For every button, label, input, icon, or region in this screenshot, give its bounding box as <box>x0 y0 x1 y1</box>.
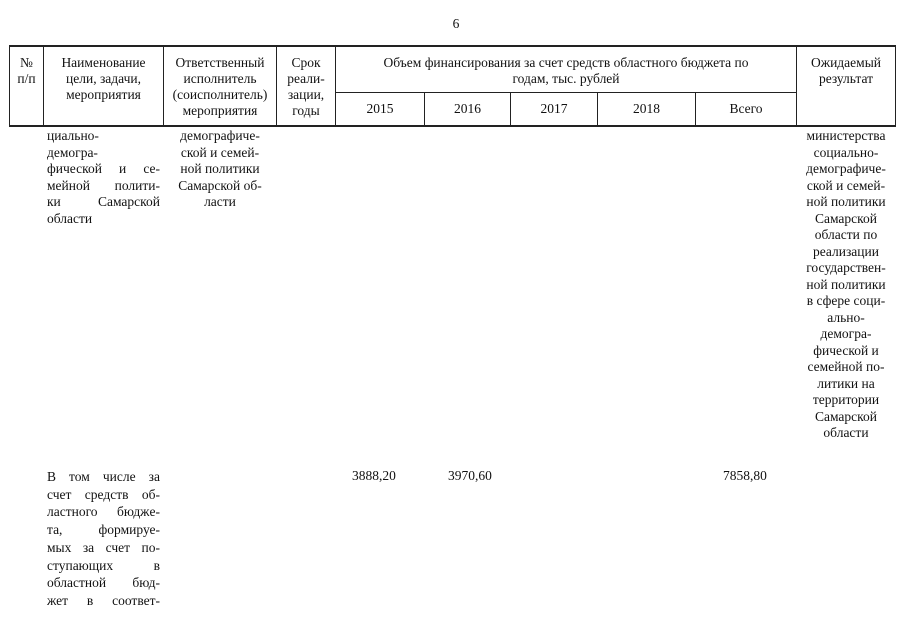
header-year-2018: 2018 <box>633 101 660 116</box>
subrow-name: В том числе за счет средств об- ластного бюджe- та, формируе- мых за счет по- ступающих в областной бюд- жет в соответ- <box>47 469 160 608</box>
header-bottom-border <box>9 125 896 127</box>
header-executor: Ответственный исполнитель (соисполнитель) мероприятия <box>172 55 268 118</box>
subrow-value-2016: 3970,60 <box>448 468 492 483</box>
subrow-value-2015: 3888,20 <box>352 468 396 483</box>
header-name: Наименование цели, задачи, мероприятия <box>61 55 146 102</box>
header-num: № п/п <box>17 55 36 86</box>
col-border-right <box>895 45 896 127</box>
table-top-border <box>9 45 896 47</box>
subrow-value-total: 7858,80 <box>723 468 767 483</box>
name-continuation: циально- демогра- фической и се- мейной полити- ки Самарской области <box>47 128 160 226</box>
header-total: Всего <box>729 101 763 116</box>
header-result: Ожидаемый результат <box>811 55 881 86</box>
header-year-2015: 2015 <box>366 101 394 116</box>
years-divider <box>335 92 796 93</box>
header-year-2016: 2016 <box>454 101 481 116</box>
page-number: 6 <box>452 16 460 31</box>
result-continuation: министерства социально- демографиче- ской и семей- ной политики Самарской области по реализации государствен- ной политики в сфере соци- ально- демогра- фической и семейной по- литики на территории Самарской области <box>806 128 886 440</box>
header-funding: Объем финансирования за счет средств областного бюджета по годам, тыс. рублей <box>383 55 749 86</box>
header-term: Срок реали- зации, годы <box>287 55 325 118</box>
executor-continuation: демографиче- ской и семей- ной политики Самарской об- ласти <box>178 128 262 209</box>
header-year-2017: 2017 <box>540 101 568 116</box>
